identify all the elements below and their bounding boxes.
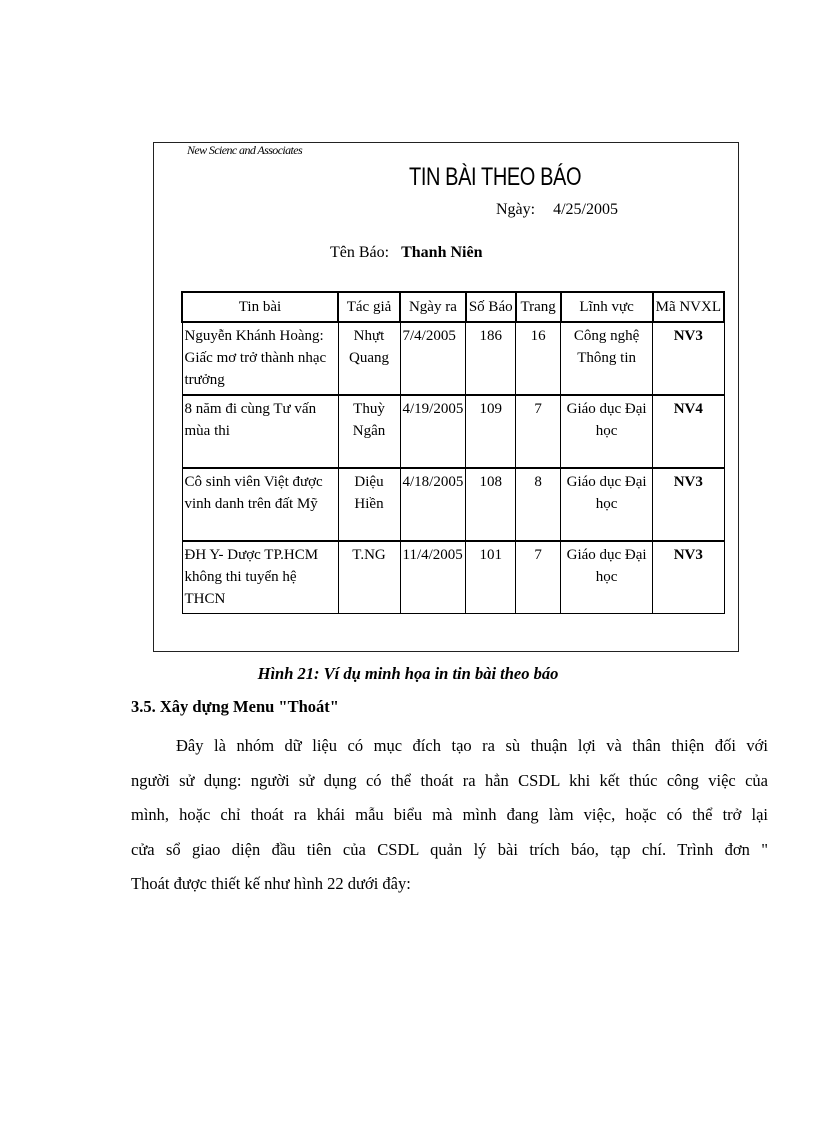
- cell-tin-bai: ĐH Y- Dược TP.HCM không thi tuyển hệ THCN: [182, 541, 338, 614]
- cell-ma-nvxl: NV3: [653, 468, 724, 541]
- news-table: [181, 291, 725, 614]
- cell-linh-vuc: Giáo dục Đại học: [561, 541, 653, 614]
- paper-name: [330, 244, 482, 262]
- header-so-bao: Số Báo: [466, 292, 516, 322]
- cell-ngay-ra: 4/18/2005: [400, 468, 466, 541]
- cell-ma-nvxl: NV4: [653, 395, 724, 468]
- body-paragraph: [131, 729, 768, 902]
- cell-ngay-ra: 4/19/2005: [400, 395, 466, 468]
- cell-tac-gia: Nhựt Quang: [338, 322, 400, 395]
- table-row: [182, 395, 724, 468]
- cell-so-bao: 108: [466, 468, 516, 541]
- cell-trang: 8: [516, 468, 561, 541]
- report-date: [496, 201, 618, 219]
- cell-trang: 16: [516, 322, 561, 395]
- date-label: Ngày:: [496, 201, 536, 218]
- header-ma-nvxl: Mã NVXL: [653, 292, 724, 322]
- header-tin-bai: Tin bài: [182, 292, 338, 322]
- cell-tin-bai: Nguyễn Khánh Hoàng: Giấc mơ trở thành nhạc trưởng: [182, 322, 338, 395]
- table-row: [182, 468, 724, 541]
- cell-ma-nvxl: NV3: [653, 322, 724, 395]
- cell-ngay-ra: 7/4/2005: [400, 322, 466, 395]
- header-ngay-ra: Ngày ra: [400, 292, 466, 322]
- cell-so-bao: 109: [466, 395, 516, 468]
- cell-ma-nvxl: NV3: [653, 541, 724, 614]
- cell-linh-vuc: Công nghệ Thông tin: [561, 322, 653, 395]
- cell-tac-gia: Diệu Hiền: [338, 468, 400, 541]
- paragraph-line: Thoát được thiết kế như hình 22 dưới đây:: [131, 874, 411, 893]
- cell-trang: 7: [516, 395, 561, 468]
- table-row: [182, 541, 724, 614]
- cell-tin-bai: 8 năm đi cùng Tư vấn mùa thi: [182, 395, 338, 468]
- table-row: [182, 322, 724, 395]
- paper-value: Thanh Niên: [401, 244, 483, 261]
- cell-tac-gia: T.NG: [338, 541, 400, 614]
- cell-ngay-ra: 11/4/2005: [400, 541, 466, 614]
- company-name: New Scienc and Associates: [187, 143, 303, 157]
- cell-so-bao: 186: [466, 322, 516, 395]
- cell-tac-gia: Thuỳ Ngân: [338, 395, 400, 468]
- section-heading: 3.5. Xây dựng Menu "Thoát": [131, 697, 339, 716]
- cell-so-bao: 101: [466, 541, 516, 614]
- paper-label: Tên Báo:: [330, 244, 390, 261]
- report-title: TIN BÀI THEO BÁO: [409, 163, 582, 191]
- paragraph-line: cửa sổ giao diện đầu tiên của CSDL quản lý bài trích báo, tạp chí. Trình đơn ": [131, 839, 768, 859]
- header-tac-gia: Tác giả: [338, 292, 400, 322]
- table-header-row: [182, 292, 724, 322]
- cell-linh-vuc: Giáo dục Đại học: [561, 395, 653, 468]
- header-trang: Trang: [516, 292, 561, 322]
- paragraph-line: mình, hoặc chỉ thoát ra khái mẫu biểu mà mình đang làm việc, hoặc có thể trở lại: [131, 805, 768, 824]
- cell-trang: 7: [516, 541, 561, 614]
- cell-linh-vuc: Giáo dục Đại học: [561, 468, 653, 541]
- figure-caption: Hình 21: Ví dụ minh họa in tin bài theo báo: [257, 664, 559, 683]
- date-value: 4/25/2005: [553, 201, 618, 218]
- paragraph-line: Đây là nhóm dữ liệu có mục đích tạo ra sù thuận lợi và thân thiện đối với: [176, 736, 768, 755]
- cell-tin-bai: Cô sinh viên Việt được vinh danh trên đất Mỹ: [182, 468, 338, 541]
- paragraph-line: người sử dụng: người sử dụng có thể thoát ra hẳn CSDL khi kết thúc công việc của: [131, 770, 768, 790]
- report-figure: [153, 142, 739, 652]
- header-linh-vuc: Lĩnh vực: [561, 292, 653, 322]
